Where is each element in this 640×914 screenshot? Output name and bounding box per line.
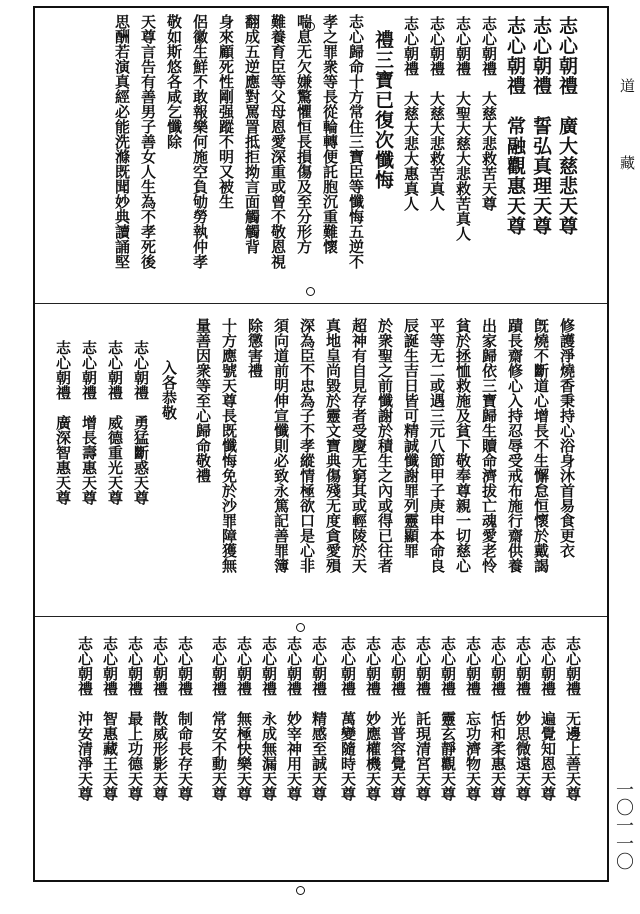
text-column: 志心朝禮 遍覺知恩天尊 — [539, 636, 557, 801]
text-column: 志心朝禮 最上功德天尊 — [126, 636, 144, 801]
text-column: 志心朝禮 威德重光天尊 — [106, 340, 124, 505]
text-column: 十方應號天尊長既懺悔免於沙罪障獲無 — [220, 318, 238, 573]
book-subtitle: 藏 — [618, 155, 636, 170]
text-column: 志心朝禮 妙應權機天尊 — [364, 636, 382, 801]
text-column: 志心朝禮 妙思微遠天尊 — [514, 636, 532, 801]
circle-marker — [296, 886, 305, 895]
page-number: 一〇一一〇 — [613, 780, 634, 870]
text-column: 真地皇尚毀於靈文寶典傷殘无度貪愛殞 — [324, 318, 342, 573]
section-divider-2 — [35, 616, 607, 617]
text-column: 於衆聖之前懺謝於積生之內或得已往者 — [376, 318, 394, 573]
text-column: 翻成五逆應對罵詈抵拒拗言面觸觸背 — [243, 14, 261, 254]
text-column: 志心朝禮 智惠藏王天尊 — [101, 636, 119, 801]
text-column: 志心朝禮 无邊上善天尊 — [564, 636, 582, 801]
text-column: 喘息无欠嫌驚懼恒長損傷及至分形方 — [295, 14, 313, 254]
text-column: 修護淨燒香秉持心浴身沐首易食更衣 — [558, 318, 576, 558]
text-column: 志心朝禮 無極快樂天尊 — [235, 636, 253, 801]
text-column: 志心朝禮 沖安清淨天尊 — [76, 636, 94, 801]
text-column: 孝之罪衆等長從輪轉便託胞沉重難懷 — [321, 14, 339, 254]
text-column: 辰誕生吉日皆可精誠懺謝罪列靈顯罪 — [402, 318, 420, 558]
text-column: 貧於拯恤救施及貧下敬奉尊親一切慈心 — [454, 318, 472, 573]
text-column: 志心朝禮 誓弘真理天尊 — [530, 16, 552, 236]
text-column: 難養育臣等父母恩愛深重或曾不敬恩視 — [269, 14, 287, 269]
text-column: 入各恭敬 — [160, 360, 178, 420]
text-column: 志心朝禮 光普容覺天尊 — [389, 636, 407, 801]
text-column: 敬如斯悠各咸乞懺除 — [165, 14, 183, 149]
text-column: 禮三寶已復次懺悔 — [372, 30, 394, 190]
text-column: 旣燒不斷道心增長不生懈怠恒懷於戴謁 — [532, 318, 550, 573]
text-column: 志心朝禮 大慈大悲救苦天尊 — [480, 16, 498, 211]
text-column: 志心朝禮 大聖大慈大悲救苦真人 — [454, 16, 472, 241]
text-column: 志心朝禮 忘功濟物天尊 — [464, 636, 482, 801]
book-title: 道 — [618, 78, 636, 93]
text-column: 志心朝禮 勇猛斷惑天尊 — [132, 340, 150, 505]
text-column: 蹟長齋修心入持忍辱受戒布施行齋供養 — [506, 318, 524, 573]
text-column: 侶徽生鮮不敢報樂何施空負劬勞執仲孝 — [191, 14, 209, 269]
text-column: 出家歸依三寶歸生贖命濟拔亡魂愛老怜 — [480, 318, 498, 573]
text-column: 志心朝禮 永成無漏天尊 — [260, 636, 278, 801]
text-column: 深為臣不忠為子不孝縱情極欲口是心非 — [298, 318, 316, 573]
circle-marker — [296, 623, 305, 632]
text-column: 志心朝禮 精感至誠天尊 — [310, 636, 328, 801]
text-column: 志心朝禮 廣深智惠天尊 — [54, 340, 72, 505]
text-column: 志心朝禮 託現清宮天尊 — [414, 636, 432, 801]
text-column: 志心朝禮 常安不動天尊 — [210, 636, 228, 801]
text-column: 志心朝禮 妙宰神用天尊 — [285, 636, 303, 801]
text-column: 天尊言告有善男子善女人生為不孝死後 — [139, 14, 157, 269]
text-column: 志心朝禮 制命長存天尊 — [176, 636, 194, 801]
text-column: 志心朝禮 靈玄靜觀天尊 — [439, 636, 457, 801]
text-column: 志心朝禮 萬變隨時天尊 — [339, 636, 357, 801]
text-column: 平等无二或遇三元八節甲子庚申本命良 — [428, 318, 446, 573]
text-column: 志心朝禮 常融觀惠天尊 — [504, 16, 526, 236]
text-column: 志心歸命十方常住三寶臣等懺悔五逆不 — [347, 14, 365, 269]
text-column: 志心朝禮 恬和柔惠天尊 — [489, 636, 507, 801]
text-column: 須向道前明伸宣懺則必致永篤記善罪簿 — [272, 318, 290, 573]
text-column: 志心朝禮 大慈大悲大惠真人 — [402, 16, 420, 211]
text-column: 身來顧死性剛强蹤不明又被生 — [217, 14, 235, 209]
text-column: 量善因衆等至心歸命敬禮 — [194, 318, 212, 483]
text-column: 超神有自見存者受慶无窮其或輕陵於天 — [350, 318, 368, 573]
text-column: 志心朝禮 廣大慈悲天尊 — [556, 16, 578, 236]
section-divider-1 — [35, 303, 607, 304]
text-column: 志心朝禮 大慈大悲救苦真人 — [428, 16, 446, 211]
text-column: 思酬若演真經必能洗滌既聞妙典讀誦堅 — [113, 14, 131, 269]
text-column: 除懲害禮 — [246, 318, 264, 378]
text-column: 志心朝禮 增長壽惠天尊 — [80, 340, 98, 505]
circle-marker — [306, 287, 315, 296]
text-column: 志心朝禮 散威形影天尊 — [151, 636, 169, 801]
